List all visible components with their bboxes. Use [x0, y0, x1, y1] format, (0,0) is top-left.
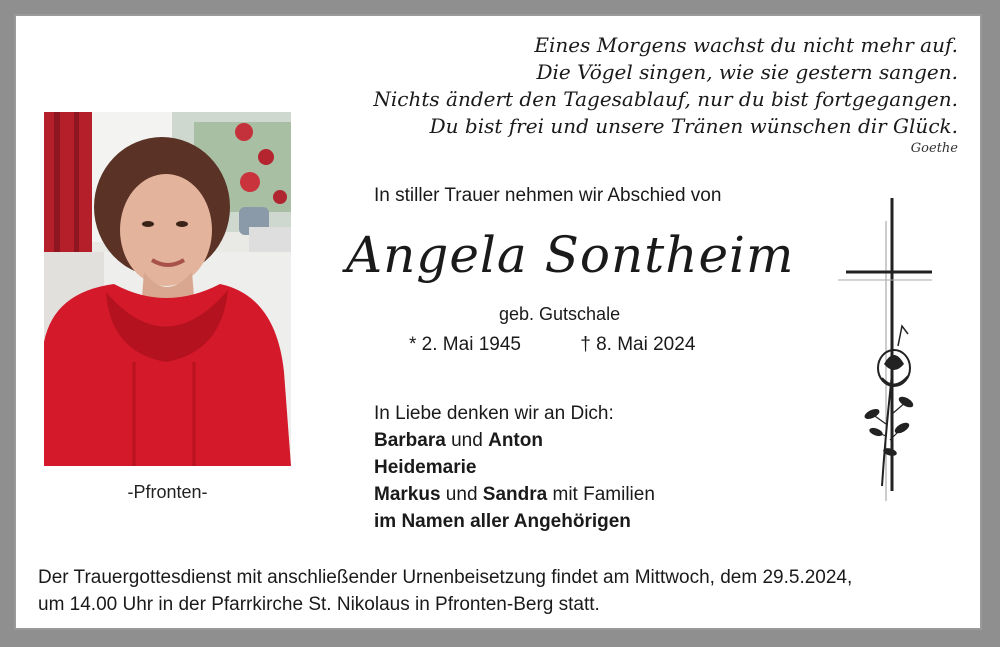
deceased-name: Angela Sontheim — [346, 226, 795, 284]
mourner-row — [374, 454, 655, 481]
poem-line: Die Vögel singen, wie sie gestern sangen. — [536, 60, 958, 84]
connector-text: mit Familien — [547, 484, 655, 505]
mourners-list — [374, 400, 655, 535]
poem-line: Nichts ändert den Tagesablauf, nur du bist fortgegangen. — [373, 87, 958, 111]
portrait-photo — [44, 112, 291, 466]
mourner-name: Barbara — [374, 430, 446, 451]
mourners-closing: im Namen aller Angehörigen — [374, 511, 631, 532]
poem-line: Eines Morgens wachst du nicht mehr auf. — [534, 33, 958, 57]
poem-line: Du bist frei und unsere Tränen wünschen dir Glück. — [429, 114, 958, 138]
mourner-name: Markus — [374, 484, 441, 505]
death-date: † 8. Mai 2024 — [580, 334, 696, 355]
service-announcement — [38, 564, 960, 618]
mourner-name: Sandra — [482, 484, 548, 505]
place-of-residence: -Pfronten- — [127, 482, 208, 502]
obituary-card — [14, 14, 982, 630]
born-name: geb. Gutschale — [499, 304, 621, 324]
mourner-row — [374, 508, 655, 535]
intro-text: In stiller Trauer nehmen wir Abschied von — [374, 185, 722, 206]
mourner-name: Heidemarie — [374, 457, 477, 478]
mourners-intro: In Liebe denken wir an Dich: — [374, 403, 614, 424]
mourner-row — [374, 427, 655, 454]
cross-with-rose-icon — [836, 196, 936, 506]
connector-text: und — [440, 484, 483, 505]
poem — [373, 32, 958, 140]
mourner-name: Anton — [488, 430, 543, 451]
connector-text: und — [445, 430, 489, 451]
service-line: Der Trauergottesdienst mit anschließender Urnenbeisetzung findet am Mittwoch, dem 29.5.2024, — [38, 567, 853, 588]
life-dates — [409, 334, 695, 356]
mourner-row — [374, 481, 655, 508]
poem-author: Goethe — [910, 141, 958, 156]
service-line: um 14.00 Uhr in der Pfarrkirche St. Nikolaus in Pfronten-Berg statt. — [38, 594, 600, 615]
birth-date: * 2. Mai 1945 — [409, 334, 521, 355]
